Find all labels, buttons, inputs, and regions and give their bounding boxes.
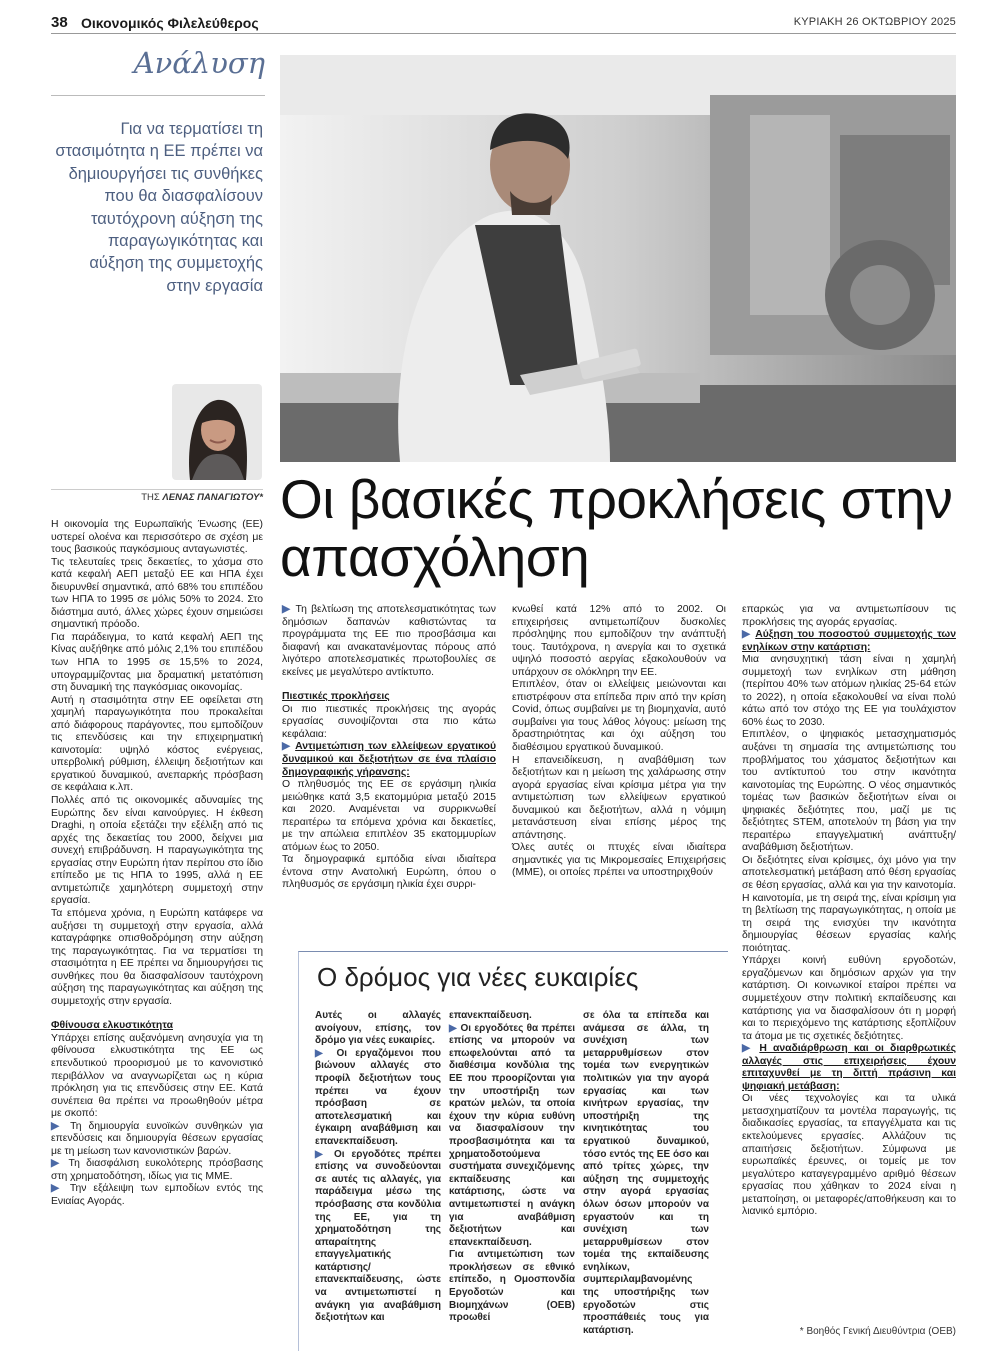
factory-worker-image xyxy=(280,55,956,462)
bullet-item xyxy=(315,1048,441,1149)
bullet-text: Τη δημιουργία ευνοϊκών συνθηκών για επενδύσεις και δημιουργία θέσεων εργασίας με τη μείωση των κανονιστικών βαρών. xyxy=(51,1120,263,1157)
author-footnote: * Βοηθός Γενική Διευθύντρια (ΟΕΒ) xyxy=(799,1326,956,1337)
bullet-arrow-icon: ▶ xyxy=(315,1047,337,1059)
bullet-text: Οι εργοδότες πρέπει επίσης να συνοδεύονται σε αυτές τις αλλαγές, για παράδειγμα μέσω της πρόσβασης στα κονδύλια της ΕΕ, για τη χρηματοδότηση της απαραίτητης επαγγελματικής κατάρτισης/επανεκπαίδευσης, ώστε να αντιμετωπιστεί η ανάγκη για αναβάθμιση δεξιοτήτων και xyxy=(315,1148,441,1324)
author-byline xyxy=(51,489,263,503)
author-prefix: ΤΗΣ xyxy=(141,492,160,503)
paragraph: σε όλα τα επίπεδα και ανάμεσα σε άλλα, τη συνέχιση των μεταρρυθμίσεων στον τομέα των ενεργητικών πολιτικών για την αγορά εργασίας και των κινήτρων εργασίας, την υποστήριξη της κινητικότητας του εργατικού δυναμικού, τόσο εντός της ΕΕ όσο και από τρίτες χώρες, την αύξηση της συμμετοχής στην αγορά εργασίας όλων όσων μπορούν να εργαστούν και τη συνέχιση των μεταρρυθμίσεων στον τομέα της εκπαίδευσης ενηλίκων, συμπεριλαμβανομένης της υποστήριξης των εργοδοτών στις προσπάθειές τους για κατάρτιση. xyxy=(583,1010,709,1336)
article-photo xyxy=(280,55,956,462)
article-column-1 xyxy=(51,519,263,1209)
paragraph: Υπάρχει επίσης αυξανόμενη ανησυχία για τη φθίνουσα ελκυστικότητα της ΕΕ ως επενδυτικού προορισμού με το κανονιστικό περιβάλλον να αναγνωρίζεται ως η κύρια πρόκληση για τις επενδύσεις στην ΕΕ. Κατά συνέπεια θα πρέπει να προωθηθούν μέτρα με σκοπό: xyxy=(51,1032,263,1120)
bullet-text: Την εξάλειψη των εμποδίων εντός της Ενιαίας Αγοράς. xyxy=(51,1183,263,1207)
article-headline: Οι βασικές προκλήσεις στην απασχόληση xyxy=(280,468,953,588)
bullet-arrow-icon: ▶ xyxy=(282,604,296,615)
bullet-item xyxy=(282,604,496,679)
paragraph: Αυτή η στασιμότητα στην ΕΕ οφείλεται στη χαμηλή παραγωγικότητα που προκαλείται από διάφορους παράγοντες, που εμποδίζουν τις επενδύσεις και την επιχειρηματική καινοτομία: υψηλό κόστος ενέργειας, υπερβολική ρύθμιση, έλλειψη δεξιοτήτων και εργατικού δυναμικού, ανεπαρκής πρόσβαση σε κεφάλαια κ.λπ. xyxy=(51,694,263,794)
bullet-item xyxy=(51,1121,263,1159)
paragraph: Η οικονομία της Ευρωπαϊκής Ένωσης (ΕΕ) υστερεί ολοένα και περισσότερο σε σχέση με τους βασικούς παγκόσμιους ανταγωνιστές. xyxy=(51,519,263,556)
paragraph: Οι νέες τεχνολογίες και τα υλικά μετασχηματίζουν τα μοντέλα παραγωγής, τις διαδικασίες εργασίας, τα επαγγέλματα και τις εκτελούμενες εργασίες. Αλλάζουν τις απαιτήσεις δεξιοτήτων. Σύμφωνα με ευρωπαϊκές έρευνες, οι τομείς με τον μεγαλύτερο καταγεγραμμένο αριθμό θέσεων εργασίας που χάθηκαν το 2024 είναι η μεταποίηση, οι μεταφορές/αποθήκευση και το λιανικό εμπόριο. xyxy=(742,1093,956,1218)
paragraph: Τις τελευταίες τρεις δεκαετίες, το χάσμα στο κατά κεφαλή ΑΕΠ μεταξύ ΕΕ και ΗΠΑ έχει διευρυνθεί σημαντικά, από 68% του επιπέδου των ΗΠΑ το 1995 σε μόλις 50% το 2024. Στο διάστημα αυτό, άλλες χώρες έχουν σημειώσει σημαντική πρόοδο. xyxy=(51,556,263,631)
author-portrait-image xyxy=(172,384,262,480)
bullet-text: Τη βελτίωση της αποτελεσματικότητας των δημόσιων δαπανών καθιστώντας τα προγράμματα της ΕΕ πιο προσβάσιμα και διαφανή και ανακατανέμοντας πόρους από λιγότερο αποτελεσματικές πρωτοβουλίες σε εκείνες με μεγαλύτερο αντίκτυπο. xyxy=(282,604,496,678)
paragraph: Η επανειδίκευση, η αναβάθμιση των δεξιοτήτων και η μείωση της χαλάρωσης στην αγορά εργασίας είναι κρίσιμα μέτρα για την αντιμετώπιση των ελλείψεων εργατικού δυναμικού και δεξιοτήτων, αλλά η νόμιμη μετανάστευση είναι επίσης μέρος της απάντησης. xyxy=(512,754,726,841)
section-label-text: Ανάλυση xyxy=(133,46,265,80)
box-column-3 xyxy=(583,1010,709,1337)
box-column-2 xyxy=(449,1010,575,1325)
bullet-arrow-icon: ▶ xyxy=(51,1120,71,1132)
bullet-arrow-icon: ▶ xyxy=(742,1043,760,1055)
bullet-item xyxy=(742,1043,956,1093)
box-column-1 xyxy=(315,1010,441,1325)
paragraph: Τα επόμενα χρόνια, η Ευρώπη κατάφερε να αυξήσει τη συμμετοχή στην εργασία, αλλά καταγράφηκε οπισθοδρόμηση στην αύξηση της παραγωγικότητας. Για να τερματίσει τη στασιμότητα η ΕΕ πρέπει να δημιουργήσει τις συνθήκες που θα διασφαλίσουν ταυτόχρονη αύξηση της παραγωγικότητας και αύξηση της συμμετοχής στην εργασία. xyxy=(51,907,263,1007)
bullet-arrow-icon: ▶ xyxy=(315,1148,334,1160)
paragraph: επανεκπαίδευση. xyxy=(449,1010,532,1021)
paragraph: Αυτές οι αλλαγές ανοίγουν, επίσης, τον δρόμο για νέες ευκαιρίες. xyxy=(315,1010,441,1047)
bullet-arrow-icon: ▶ xyxy=(449,1022,461,1034)
bullet-heading: Η αναδιάρθρωση και οι διαρθρωτικές αλλαγές στις επιχειρήσεις έχουν επιταχυνθεί με τη διττή πράσινη και ψηφιακή μετάβαση: xyxy=(742,1043,956,1092)
box-title: Ο δρόμος για νέες ευκαιρίες xyxy=(317,962,639,992)
paragraph: Τα δημογραφικά εμπόδια είναι ιδιαίτερα έντονα στην Ανατολική Ευρώπη, όπου ο πληθυσμός σε εργάσιμη ηλικία έχει συρρι- xyxy=(282,854,496,891)
bullet-item xyxy=(51,1183,263,1208)
paragraph: επαρκώς για να αντιμετωπίσουν τις προκλήσεις της αγοράς εργασίας. xyxy=(742,604,956,628)
bullet-item xyxy=(315,1149,441,1325)
article-column-3 xyxy=(512,604,726,880)
bullet-text: Οι εργοδότες θα πρέπει επίσης να μπορούν να επωφελούνται από τα διαθέσιμα κονδύλια της ΕΕ που προορίζονται για την υποστήριξη των κρατών μελών, τα οποία έχουν την κύρια ευθύνη να διασφαλίσουν την προσβασιμότητα και τα χρηματοδοτούμενα συστήματα συνεχιζόμενης εκπαίδευσης και κατάρτισης, ώστε να αντιμετωπιστεί η ανάγκη για αναβάθμιση δεξιοτήτων και επανεκπαίδευση. xyxy=(449,1022,576,1248)
paragraph: Ο πληθυσμός της ΕΕ σε εργάσιμη ηλικία μειώθηκε κατά 3,5 εκατομμύρια μεταξύ 2015 και 2020. Αναμένεται να συρρικνωθεί περαιτέρω τα επόμενα χρόνια και δεκαετίες, με την απώλεια επιπλέον 35 εκατομμυρίων ατόμων έως το 2050. xyxy=(282,779,496,853)
paragraph: Πολλές από τις οικονομικές αδυναμίες της Ευρώπης δεν είναι καινούργιες. Η έκθεση Draghi, η οποία εξετάζει την εξέλιξη από τις αρχές της δεκαετίας του 2000, δείχνει μια συνεχή επιβράδυνση. Η παραγωγικότητα της εργασίας στην Ευρώπη ήταν περίπου στο ίδιο επίπεδο με τις ΗΠΑ το 1995, αλλά η ΕΕ αντιμετώπιζε χαμηλότερη συμμετοχή στην εργασία. xyxy=(51,795,263,907)
bullet-arrow-icon: ▶ xyxy=(742,629,756,641)
page-number: 38 xyxy=(51,14,68,31)
paragraph: Οι πιο πιεστικές προκλήσεις της αγοράς εργασίας συνοψίζονται στα πιο κάτω κεφάλαια: xyxy=(282,703,496,740)
bullet-text: Οι εργαζόμενοι που βιώνουν αλλαγές στο προφίλ δεξιοτήτων τους πρέπει να έχουν πρόσβαση σε αποτελεσματική και έγκαιρη αναβάθμιση και επανεκπαίδευση. xyxy=(315,1047,441,1147)
bullet-item xyxy=(449,1023,575,1250)
bullet-item xyxy=(282,741,496,779)
bullet-text: Τη διασφάλιση ευκολότερης πρόσβασης στη χρηματοδότηση, ιδίως για τις ΜΜΕ. xyxy=(51,1158,263,1182)
lead-quote: Για να τερματίσει τη στασιμότητα η ΕΕ πρέπει να δημιουργήσει τις συνθήκες που θα διασφαλίσουν ταυτόχρονη αύξηση της παραγωγικότητας και αύξηση της συμμετοχής στην εργασία xyxy=(55,120,263,295)
bullet-heading: Αύξηση του ποσοστού συμμετοχής των ενηλίκων στην κατάρτιση: xyxy=(742,629,956,653)
issue-date: ΚΥΡΙΑΚΗ 26 ΟΚΤΩΒΡΙΟΥ 2025 xyxy=(793,16,956,28)
paragraph: Για αντιμετώπιση των προκλήσεων σε εθνικό επίπεδο, η Ομοσπονδία Εργοδοτών και Βιομηχάνων (ΟΕΒ) προωθεί xyxy=(449,1249,575,1324)
paragraph: κνωθεί κατά 12% από το 2002. Οι επιχειρήσεις αντιμετωπίζουν δυσκολίες πρόσληψης που εμποδίζουν την ανάπτυξή τους. Ταυτόχρονα, η ανεργία και το σχετικά υψηλό ποσοστό αεργίας εξακολουθούν να υπάρχουν σε ολόκληρη την ΕΕ. xyxy=(512,604,726,678)
bullet-arrow-icon: ▶ xyxy=(51,1183,70,1195)
publication-name: Οικονομικός Φιλελεύθερος xyxy=(81,15,259,31)
bullet-arrow-icon: ▶ xyxy=(51,1158,69,1170)
subheading: Πιεστικές προκλήσεις xyxy=(282,691,390,703)
bullet-item xyxy=(51,1158,263,1183)
paragraph: Μια ανησυχητική τάση είναι η χαμηλή συμμετοχή των ενηλίκων στη μάθηση (περίπου 40% των ατόμων ηλικίας 25-64 ετών το 2022), η οποία εξακολουθεί να είναι πολύ κάτω από τον στόχο της ΕΕ για τουλάχιστον 60% έως το 2030. xyxy=(742,654,956,728)
article-column-2 xyxy=(282,604,496,892)
paragraph: Οι δεξιότητες είναι κρίσιμες, όχι μόνο για την αποτελεσματική μετάβαση από θέση εργασίας σε θέση εργασίας, αλλά και για την καινοτομία. Η καινοτομία, με τη σειρά της, είναι κρίσιμη για τη βελτίωση της παραγωγικότητας, η οποία με τη σειρά της ενισχύει την ικανότητα δημιουργίας θέσεων εργασίας καλής ποιότητας. xyxy=(742,854,956,954)
article-column-4 xyxy=(742,604,956,1219)
paragraph: Όλες αυτές οι πτυχές είναι ιδιαίτερα σημαντικές για τις Μικρομεσαίες Επιχειρήσεις (ΜΜΕ), οι οποίες πρέπει να υποστηριχθούν xyxy=(512,842,726,879)
paragraph: Επιπλέον, όταν οι ελλείψεις μειώνονται και επιστρέφουν στα επίπεδα πριν από την κρίση Covid, όπως συμβαίνει με τη βιομηχανία, αυτό συμβαίνει για τους λάθος λόγους: μείωση της δραστηριότητας και όχι αύξηση του διαθέσιμου εργατικού δυναμικού. xyxy=(512,679,726,754)
author-name: ΛΕΝΑΣ ΠΑΝΑΓΙΩΤΟΥ* xyxy=(162,492,263,503)
bullet-heading: Αντιμετώπιση των ελλείψεων εργατικού δυναμικού και δεξιοτήτων σε ένα πλαίσιο δημογραφικής γήρανσης: xyxy=(282,741,496,778)
paragraph: Για παράδειγμα, το κατά κεφαλή ΑΕΠ της Κίνας αυξήθηκε από μόλις 2,1% του επιπέδου των ΗΠΑ το 1995 σε 15,5% το 2024, υπογραμμίζοντας μια δραματική μετατόπιση στη δυναμική της παγκόσμιας οικονομίας. xyxy=(51,631,263,694)
bullet-arrow-icon: ▶ xyxy=(282,741,296,753)
page-header xyxy=(51,12,956,34)
author-portrait xyxy=(172,384,262,480)
bullet-item xyxy=(742,629,956,654)
sidebar-box xyxy=(298,951,728,1351)
paragraph: Υπάρχει κοινή ευθύνη εργοδοτών, εργαζόμενων και δημόσιων αρχών για την κατάρτιση. Οι κοινωνικοί εταίροι πρέπει να συμμετέχουν στην πολιτική εκπαίδευσης και κατάρτισης για να διασφαλίσουν ότι η μορφή και το περιεχόμενο της κατάρτισης εξοπλίζουν τα άτομα με τις σχετικές δεξιότητες. xyxy=(742,955,956,1042)
section-label xyxy=(51,46,265,96)
paragraph: Επιπλέον, ο ψηφιακός μετασχηματισμός αυξάνει τη σημασία της αντιμετώπισης του προβλήματος του χάσματος δεξιοτήτων και του αντίκτυπού του στην ικανότητα καινοτομίας της Ευρώπης. Ο νέος σημαντικός τομέας των βασικών δεξιοτήτων είναι οι ψηφιακές δεξιότητες που, μαζί με τις δεξιότητες STEM, αποτελούν τη βάση για την περαιτέρω επαγγελματική ανάπτυξη/αναβάθμιση δεξιοτήτων. xyxy=(742,729,956,854)
subheading: Φθίνουσα ελκυστικότητα xyxy=(51,1020,173,1032)
